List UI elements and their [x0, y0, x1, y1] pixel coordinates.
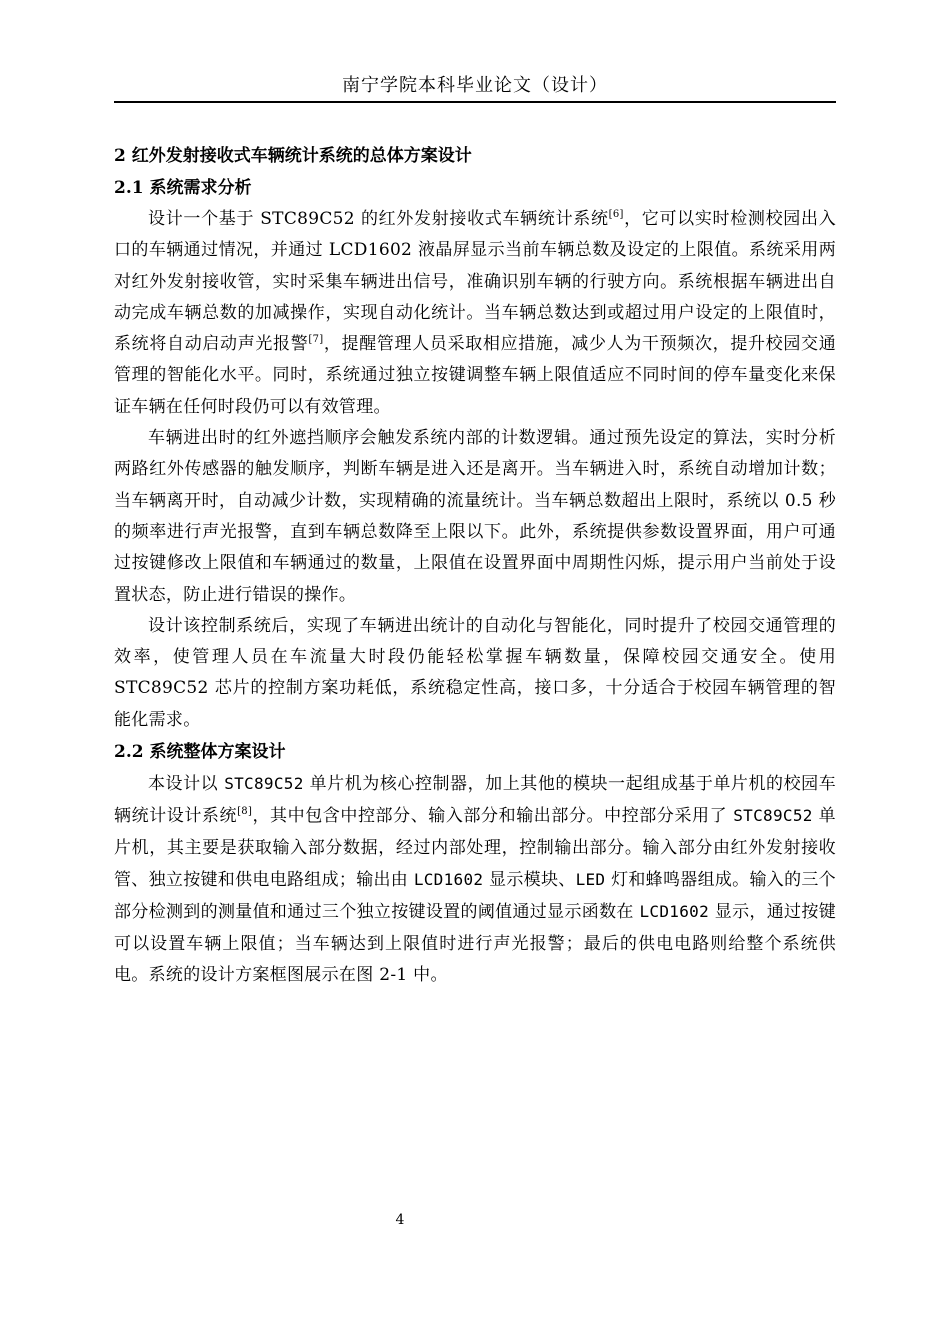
text-run: 显示模块、 [483, 869, 576, 890]
code-term: LED [575, 869, 606, 889]
text-run: 本设计以 [148, 774, 225, 795]
text-run: 灯和蜂鸣器组成。输入的三个部分检测到的测量值和通过三个独立按键设置的阈值通过显示函数在 [114, 869, 836, 923]
running-header: 南宁学院本科毕业论文（设计） [342, 75, 608, 96]
paragraph-2-1-1 [114, 204, 836, 423]
section-heading-2-2: 2.2 系统整体方案设计 [114, 742, 286, 763]
text-run: ，其中包含中控部分、输入部分和输出部分。中控部分采用了 [252, 806, 734, 827]
page-body [114, 140, 836, 991]
text-run: 设计一个基于 STC89C52 的红外发射接收式车辆统计系统 [148, 209, 609, 229]
text-run: 单片机为核心控制器，加上其他的模块一起组成基于单片机的校园车辆统计设计系统 [114, 774, 837, 827]
section-heading-2: 2 红外发射接收式车辆统计系统的总体方案设计 [114, 146, 472, 166]
section-heading-2-1: 2.1 系统需求分析 [114, 178, 252, 198]
citation-7: [7] [308, 334, 324, 346]
page-number: 4 [395, 1212, 405, 1228]
citation-8: [8] [237, 806, 253, 818]
paragraph-2-1-2: 车辆进出时的红外遮挡顺序会触发系统内部的计数逻辑。通过预先设定的算法，实时分析两路红外传感器的触发顺序，判断车辆是进入还是离开。当车辆进入时，系统自动增加计数；当车辆离开时，自动减少计数，实现精确的流量统计。当车辆总数超出上限时，系统以 0.5 秒的频率进行声光报警，直到车辆总数降至上限以下。此外，系统提供参数设置界面，用户可通过按键修改上限值和车辆通过的数量，上限值在设置界面中周期性闪烁，提示用户当前处于设置状态，防止进行错误的操作。 [114, 428, 836, 605]
citation-6: [6] [608, 209, 624, 220]
paragraph-2-2-1 [114, 768, 836, 991]
text-run: 单片机，其主要是获取输入部分数据，经过内部处理，控制输出部分。输入部分由红外发射接收管、独立按键和供电电路组成；输出由 [114, 806, 836, 890]
header-rule [114, 101, 836, 103]
text-run: 显示，通过按键可以设置车辆上限值；当车辆达到上限值时进行声光报警；最后的供电电路则给整个系统供电。系统的设计方案框图展示在图 2-1 中。 [114, 902, 836, 985]
text-run: ，它可以实时检测校园出入口的车辆通过情况，并通过 LCD1602 液晶屏显示当前车辆总数及设定的上限值。系统采用两对红外发射接收管，实时采集车辆进出信号，准确识别车辆的行驶方向。系统根据车辆进出自动完成车辆总数的加减操作，实现自动化统计。当车辆总数达到或超过用户设定的上限值时，系统将自动启动声光报警 [114, 209, 836, 355]
code-term: LCD1602 [639, 902, 710, 922]
code-term: STC89C52 [733, 806, 813, 826]
code-term: STC89C52 [224, 774, 304, 794]
text-run: ，提醒管理人员采取相应措施，减少人为干预频次，提升校园交通管理的智能化水平。同时，系统通过独立按键调整车辆上限值适应不同时间的停车量变化来保证车辆在任何时段仍可以有效管理。 [114, 334, 836, 417]
code-term: LCD1602 [413, 869, 484, 889]
paragraph-2-1-3: 设计该控制系统后，实现了车辆进出统计的自动化与智能化，同时提升了校园交通管理的效率，使管理人员在车流量大时段仍能轻松掌握车辆数量，保障校园交通安全。使用 STC89C52 芯片的控制方案功耗低，系统稳定性高，接口多，十分适合于校园车辆管理的智能化需求。 [114, 615, 836, 730]
